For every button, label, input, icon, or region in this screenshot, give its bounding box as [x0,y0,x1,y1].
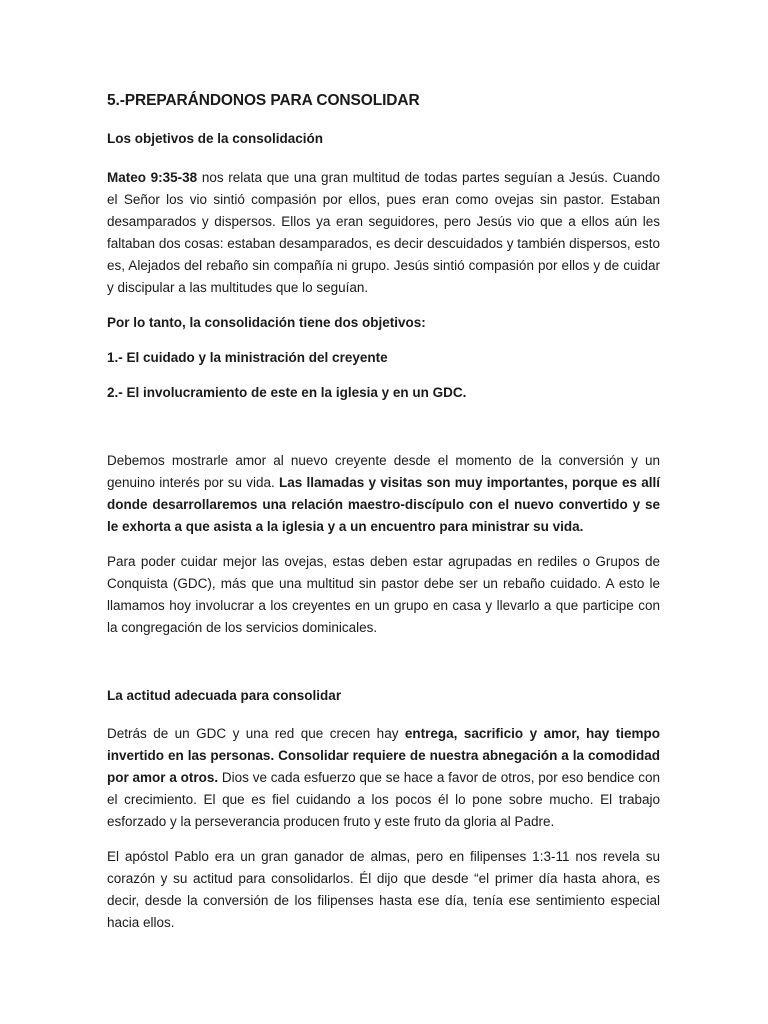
objectives-intro: Por lo tanto, la consolidación tiene dos objetivos: [107,315,426,330]
paragraph-mateo [107,167,660,299]
paragraph-love-bold: Las llamadas y visitas son muy importantes, porque es allí donde desarrollaremos una relación maestro-discípulo con el nuevo convertido y se le exhorta a que asista a la iglesia y a un encuentro para ministrar su vida. [107,475,661,534]
document-page [107,90,660,934]
page-title: 5.-PREPARÁNDONOS PARA CONSOLIDAR [107,92,420,109]
paragraph-attitude-text2: Dios ve cada esfuerzo que se hace a favor de otros, por eso bendice con el crecimiento. El que es fiel cuidando a los pocos él lo pone sobre mucho. El trabajo esforzado y la perseverancia producen fruto y este fruto da gloria al Padre. [107,770,660,829]
paragraph-attitude-bold: entrega, sacrificio y amor, hay tiempo invertido en las personas. Consolidar requiere de nuestra abnegación a la comodidad por amor a otros. [107,726,660,785]
paragraph-attitude-text1: Detrás de un GDC y una red que crecen hay [107,726,405,741]
paragraph-love [107,450,660,538]
paragraph-gdc: Para poder cuidar mejor las ovejas, estas deben estar agrupadas en rediles o Grupos de Conquista (GDC), más que una multitud sin pastor debe ser un rebaño cuidado. A esto le llamamos hoy involucrar a los creyentes en un grupo en casa y llevarlo a que participe con la congregación de los servicios dominicales. [107,554,660,635]
objective-2: 2.- El involucramiento de este en la iglesia y en un GDC. [107,385,467,400]
objective-1: 1.- El cuidado y la ministración del creyente [107,350,388,365]
scripture-reference: Mateo 9:35-38 [107,170,198,185]
section-heading-objectives: Los objetivos de la consolidación [107,131,324,146]
section-heading-attitude: La actitud adecuada para consolidar [107,688,342,703]
paragraph-mateo-text: nos relata que una gran multitud de todas partes seguían a Jesús. Cuando el Señor los vio sintió compasión por ellos, pues eran como ovejas sin pastor. Estaban desamparados y dispersos. Ellos ya eran seguidores, pero Jesús vio que a ellos aún les faltaban dos cosas: estaban desamparados, es decir descuidados y también dispersos, esto es, Alejados del rebaño sin compañía ni grupo. Jesús sintió compasión por ellos y de cuidar y discipular a las multitudes que lo seguían. [107,170,660,295]
paragraph-love-text: Debemos mostrarle amor al nuevo creyente desde el momento de la conversión y un genuino interés por su vida. [107,453,660,490]
paragraph-pablo: El apóstol Pablo era un gran ganador de almas, pero en filipenses 1:3-11 nos revela su corazón y su actitud para consolidarlos. Él dijo que desde “el primer día hasta ahora, es decir, desde la conversión de los filipenses hasta ese día, tenía ese sentimiento especial hacia ellos. [107,849,660,930]
paragraph-attitude [107,723,660,833]
